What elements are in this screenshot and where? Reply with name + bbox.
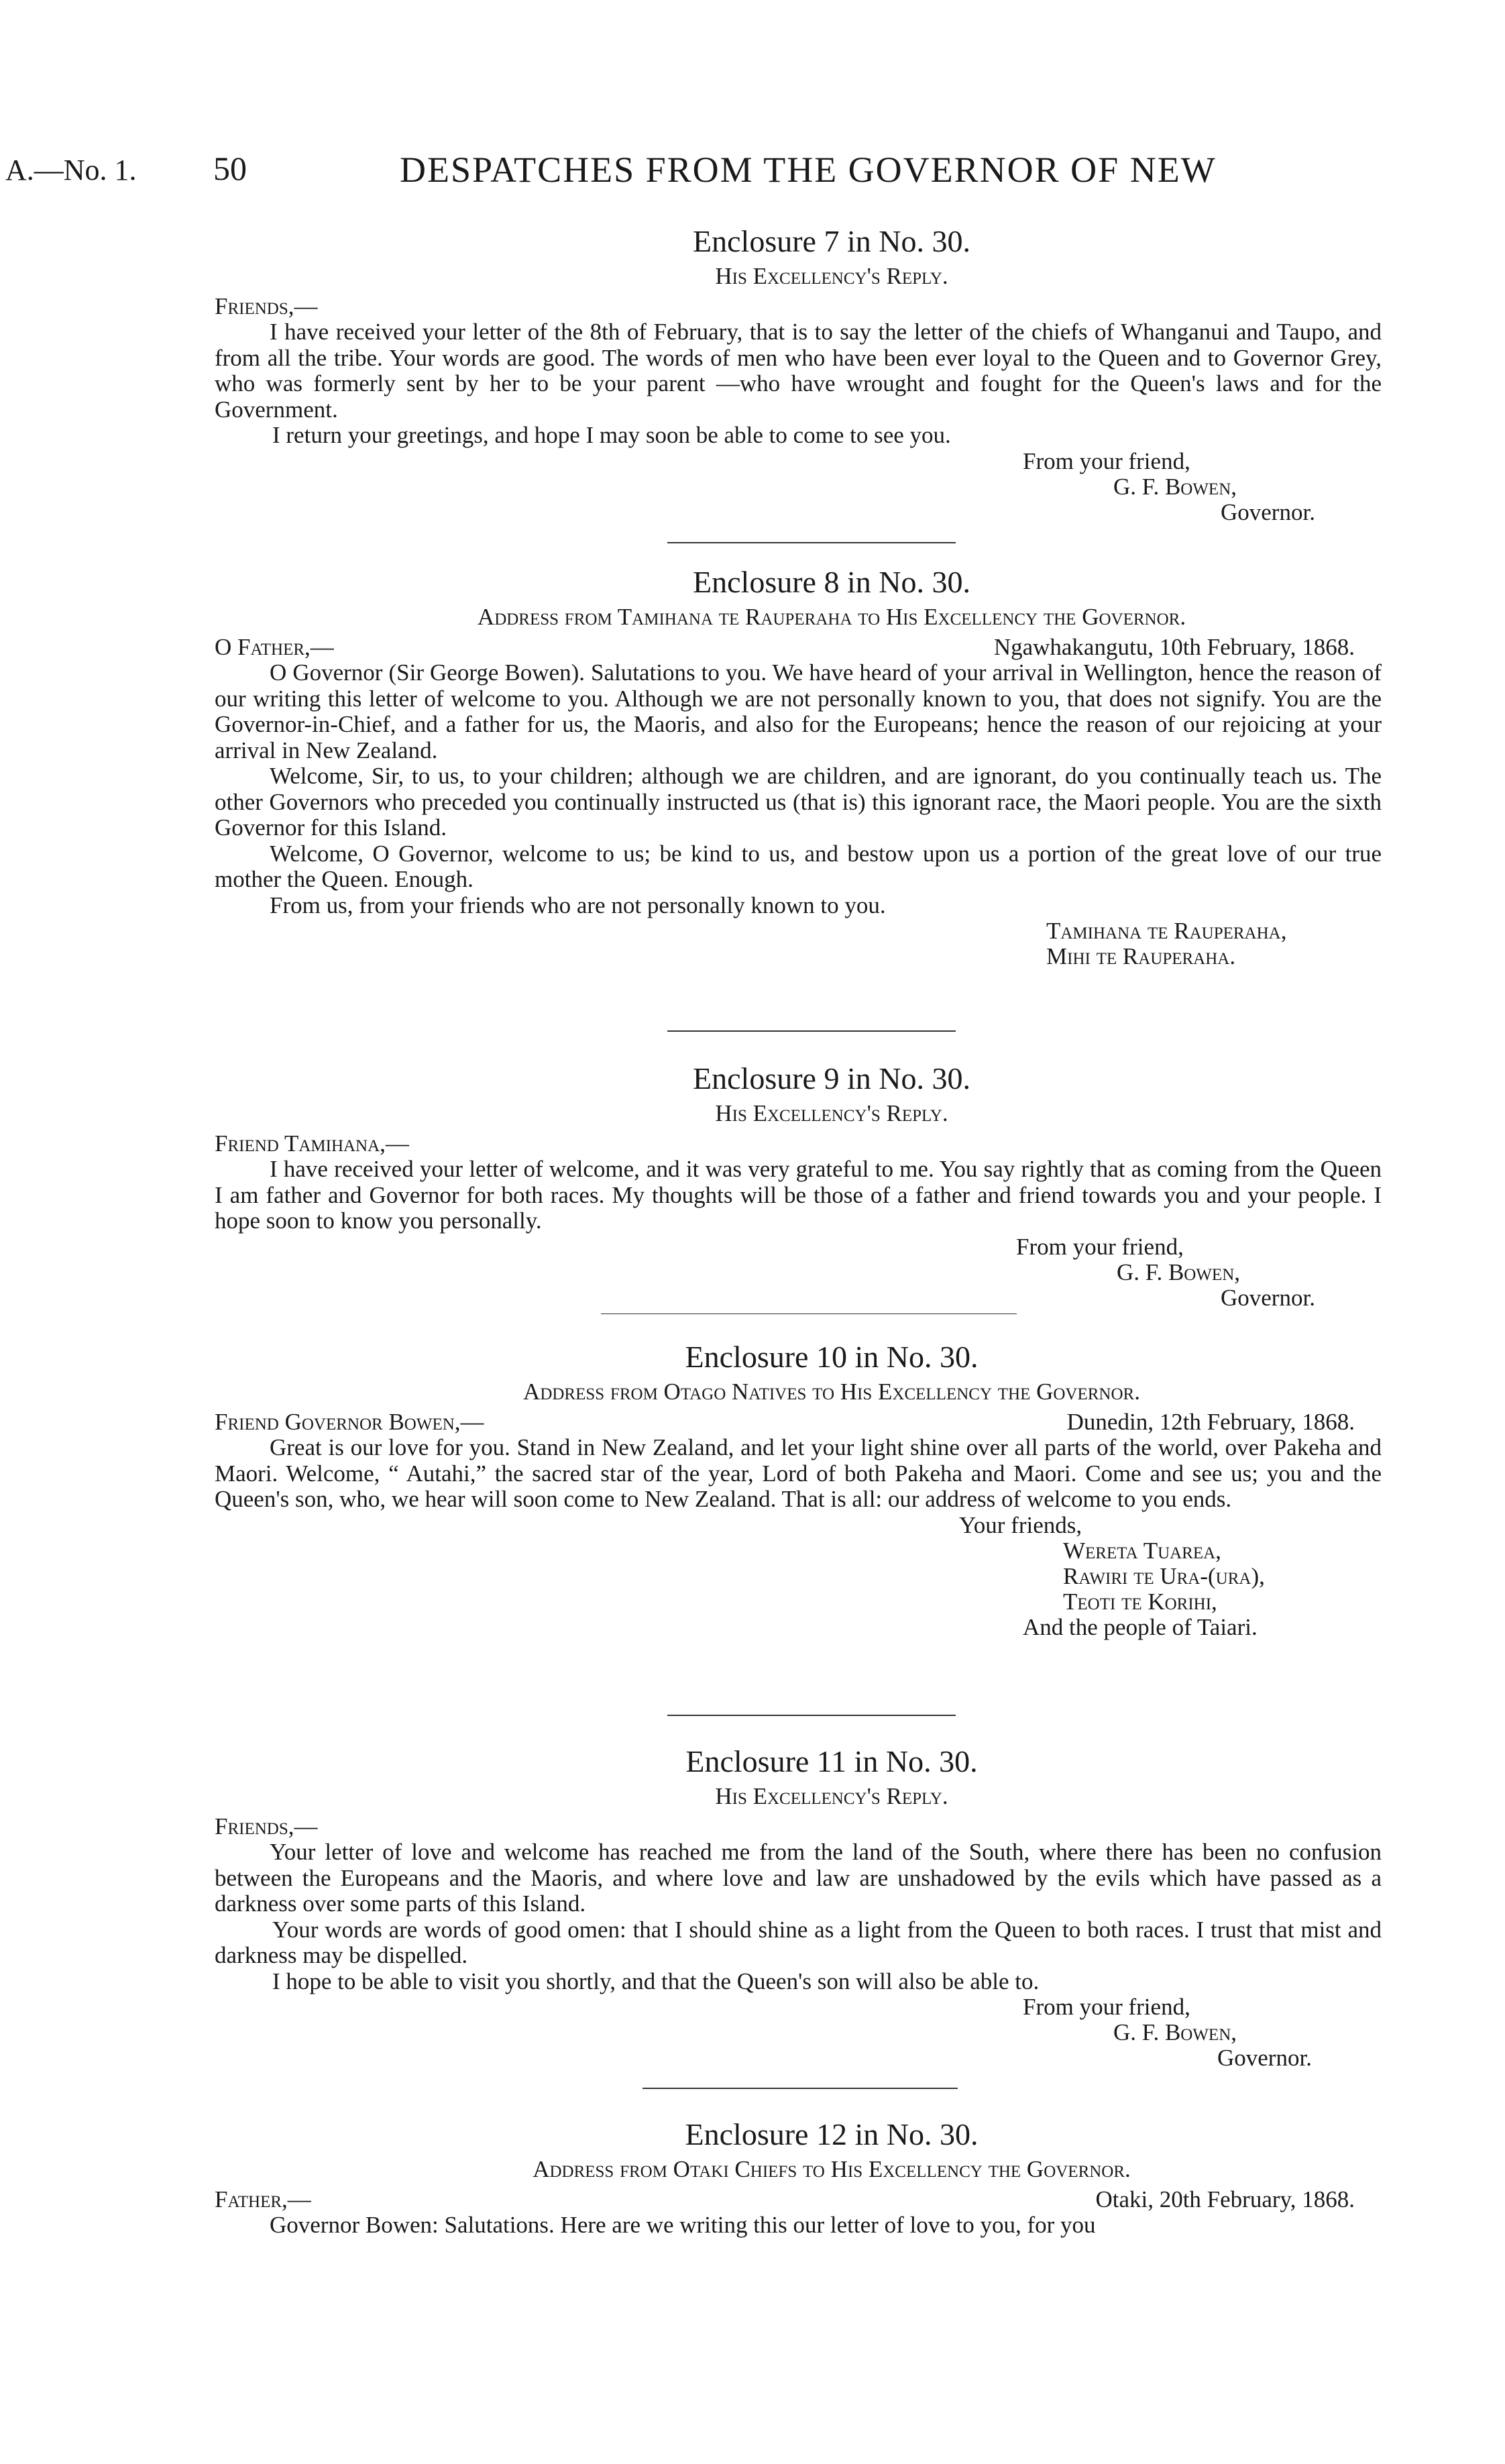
place-date: Ngawhakangutu, 10th February, 1868. <box>993 634 1355 660</box>
paragraph: From us, from your friends who are not personally known to you. <box>270 892 886 918</box>
paragraph: O Governor (Sir George Bowen). Salutations to you. We have heard of your arrival in Wellington, hence the reason of our writing this letter of welcome to you. Although we are not personally known to you, that does not signify. You are the Governor-in-Chief, and a father for us, the Maoris, and also for the Europeans; hence the reason of our rejoicing at your arrival in New Zealand. <box>215 659 1382 763</box>
signature: G. F. Bowen, <box>1113 2019 1237 2045</box>
paragraph: Your words are words of good omen: that I should shine as a light from the Queen to both races. I trust that mist and darkness may be dispelled. <box>215 1916 1382 1968</box>
signature-title: Governor. <box>1217 2045 1312 2071</box>
enclosure-subtitle: Address from Tamihana te Rauperaha to His Excellency the Governor. <box>477 604 1186 630</box>
enclosure-8 <box>215 562 1382 969</box>
signature: Tamihana te Rauperaha, <box>1046 918 1287 944</box>
salutation: Friends,— <box>215 293 318 319</box>
signature: Rawiri te Ura-(ura), <box>1063 1562 1265 1589</box>
section-divider <box>643 2088 958 2089</box>
signoff-line: From your friend, <box>1016 1233 1184 1260</box>
signoff-line: From your friend, <box>1023 1994 1190 2020</box>
paragraph: Great is our love for you. Stand in New Zealand, and let your light shine over all parts of the world, over Pakeha and Maori. Welcome, “ Autahi,” the sacred star of the year, Lord of both Pakeha and Maori. Come and see us; you and the Queen's son, who, we hear will soon come to New Zealand. That is all: our address of welcome to you ends. <box>215 1434 1382 1512</box>
enclosure-title: Enclosure 10 in No. 30. <box>685 1340 979 1374</box>
running-title: DESPATCHES FROM THE GOVERNOR OF NEW <box>400 150 1217 190</box>
enclosure-title: Enclosure 12 in No. 30. <box>685 2117 979 2151</box>
running-head <box>0 149 1505 196</box>
salutation-line <box>215 1409 1382 1435</box>
salutation-line <box>215 635 1382 660</box>
enclosure-9 <box>215 1059 1382 1311</box>
signature: Teoti te Korihi, <box>1063 1588 1217 1615</box>
enclosure-7 <box>215 221 1382 525</box>
enclosure-subtitle: Address from Otaki Chiefs to His Excellency the Governor. <box>533 2156 1131 2182</box>
section-divider <box>667 1030 956 1032</box>
signature: Wereta Tuarea, <box>1063 1537 1221 1564</box>
series-number: A.—No. 1. <box>5 154 137 186</box>
salutation-line <box>215 2187 1382 2212</box>
signoff-line: From your friend, <box>1023 447 1190 474</box>
enclosure-title: Enclosure 8 in No. 30. <box>693 565 970 599</box>
enclosure-10 <box>215 1337 1382 1640</box>
paragraph: Welcome, Sir, to us, to your children; although we are children, and are ignorant, do you continually teach us. The other Governors who preceded you continually instructed us (that is) this ignorant race, the Maori people. You are the sixth Governor for this Island. <box>215 763 1382 841</box>
enclosure-subtitle: His Excellency's Reply. <box>715 1100 948 1126</box>
page-number: 50 <box>213 150 247 187</box>
signoff-line: Your friends, <box>959 1511 1082 1538</box>
signature: G. F. Bowen, <box>1113 473 1237 500</box>
enclosure-11 <box>215 1742 1382 2071</box>
enclosure-subtitle: Address from Otago Natives to His Excellency the Governor. <box>523 1379 1140 1405</box>
place-date: Otaki, 20th February, 1868. <box>1095 2186 1355 2212</box>
enclosure-title: Enclosure 9 in No. 30. <box>693 1061 970 1095</box>
paragraph: Governor Bowen: Salutations. Here are we writing this our letter of love to you, for you <box>270 2212 1096 2238</box>
section-divider <box>667 542 956 543</box>
salutation: Friends,— <box>215 1813 318 1839</box>
paragraph: I have received your letter of welcome, and it was very grateful to me. You say rightly that as coming from the Queen I am father and Governor for both races. My thoughts will be those of a father and friend towards you and your people. I hope soon to know you personally. <box>215 1156 1382 1234</box>
paragraph: Your letter of love and welcome has reached me from the land of the South, where there has been no confusion between the Europeans and the Maoris, and where love and law are unshadowed by the evils which have passed as a darkness over some parts of this Island. <box>215 1839 1382 1917</box>
salutation: Friend Governor Bowen,— <box>215 1409 484 1435</box>
signature-title: Governor. <box>1221 1284 1315 1311</box>
signature: Mihi te Rauperaha. <box>1046 943 1236 969</box>
salutation: Friend Tamihana,— <box>215 1130 409 1157</box>
signature-title: Governor. <box>1221 498 1315 525</box>
salutation: O Father,— <box>215 634 334 660</box>
signature: And the people of Taiari. <box>1023 1613 1258 1640</box>
paragraph: I have received your letter of the 8th of February, that is to say the letter of the chiefs of Whanganui and Taupo, and from all the tribe. Your words are good. The words of men who have been ever loyal to the Queen and to Governor Grey, who was formerly sent by her to be your parent —who have wrought and fought for the Queen's laws and for the Government. <box>215 319 1382 423</box>
enclosure-subtitle: His Excellency's Reply. <box>715 263 948 289</box>
enclosure-title: Enclosure 11 in No. 30. <box>685 1744 978 1778</box>
place-date: Dunedin, 12th February, 1868. <box>1066 1409 1355 1435</box>
paragraph: I return your greetings, and hope I may soon be able to come to see you. <box>272 422 951 448</box>
enclosure-subtitle: His Excellency's Reply. <box>715 1783 948 1809</box>
paragraph: I hope to be able to visit you shortly, and that the Queen's son will also be able to. <box>272 1968 1040 1994</box>
paragraph: Welcome, O Governor, welcome to us; be kind to us, and bestow upon us a portion of the great love of our true mother the Queen. Enough. <box>215 840 1382 892</box>
salutation: Father,— <box>215 2186 311 2212</box>
section-divider <box>667 1715 956 1716</box>
signature: G. F. Bowen, <box>1117 1258 1241 1285</box>
enclosure-title: Enclosure 7 in No. 30. <box>693 224 970 258</box>
enclosure-12 <box>215 2114 1382 2239</box>
